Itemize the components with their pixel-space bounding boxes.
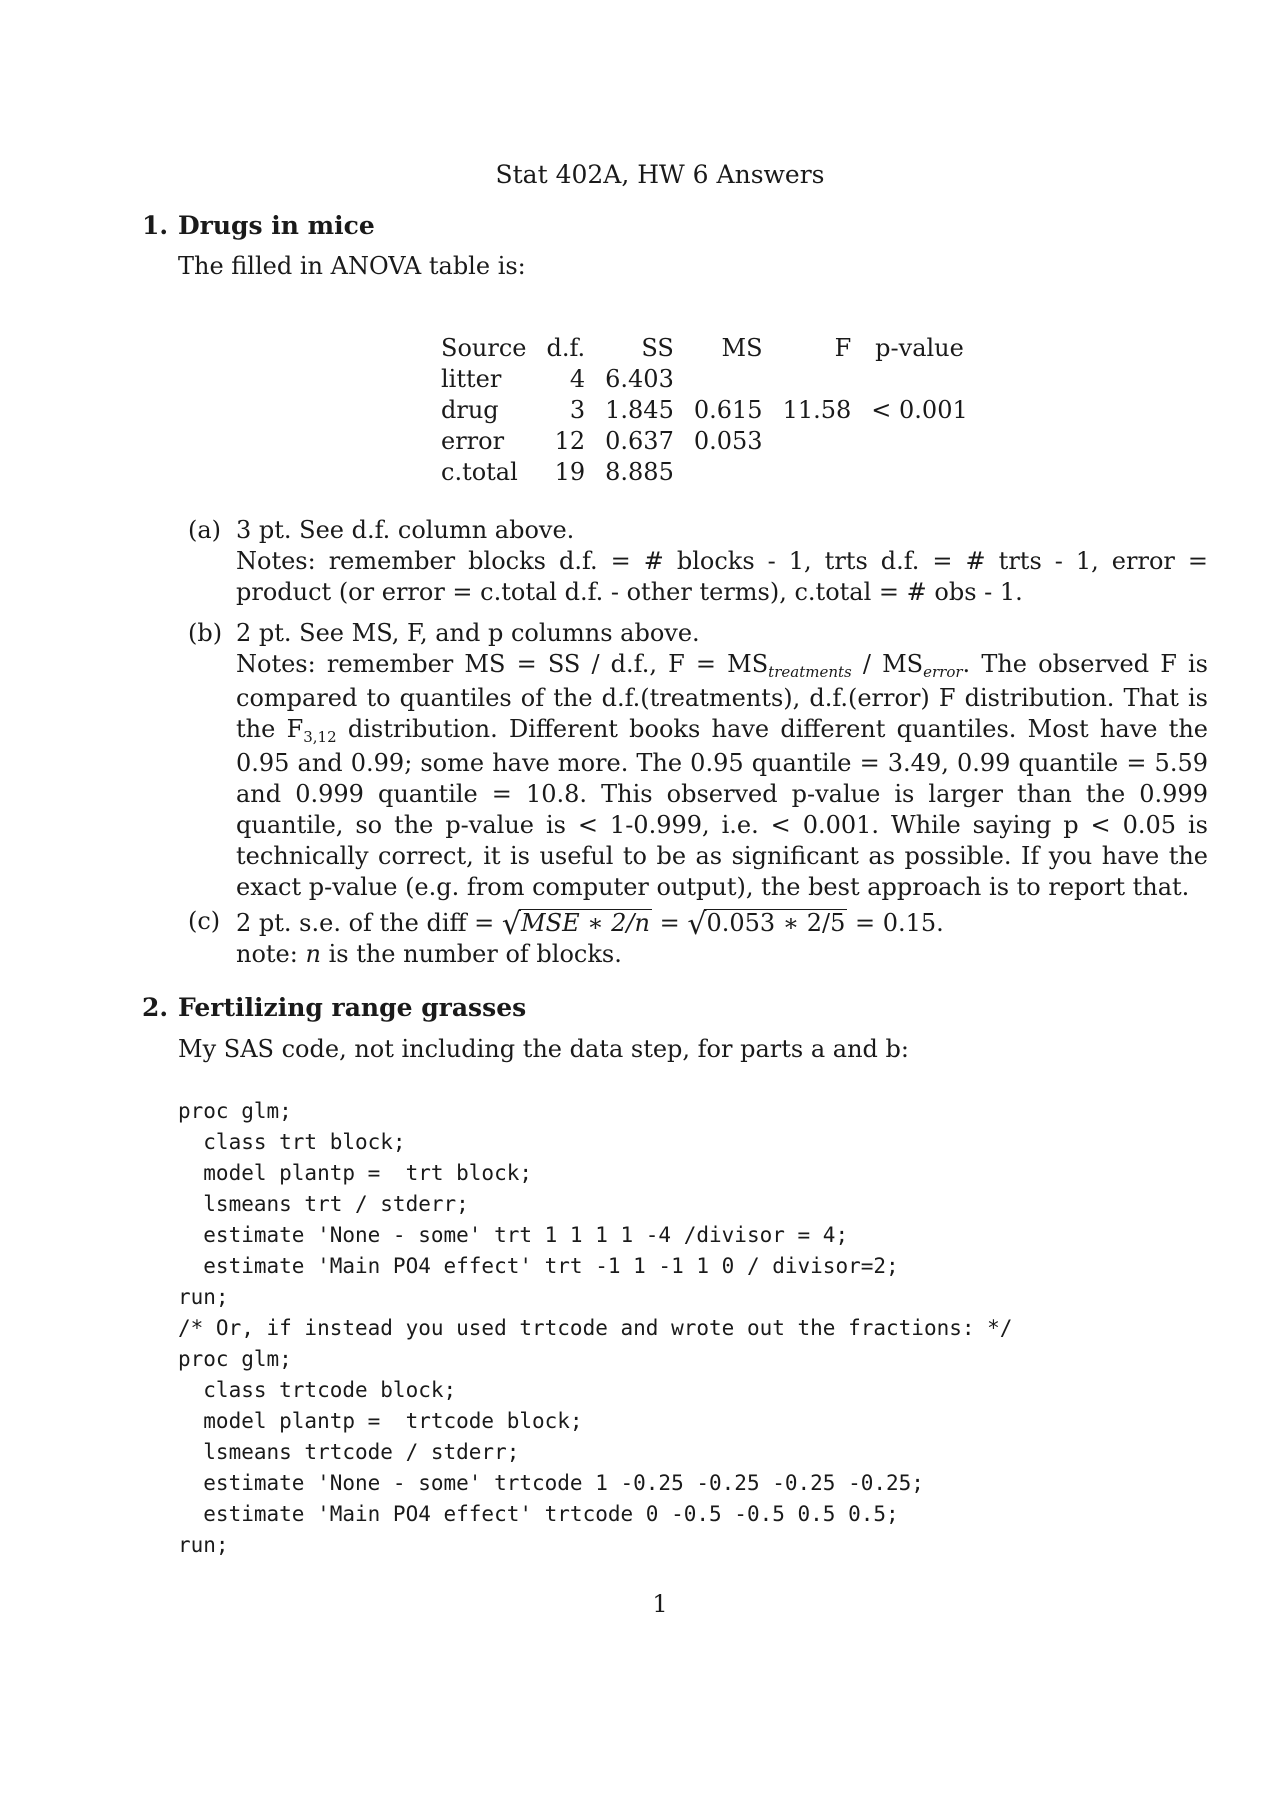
- table-row: [441, 456, 978, 487]
- table-cell: 11.58: [782, 395, 852, 424]
- part-c-formula: [236, 906, 1208, 942]
- part-c-label: (c): [188, 907, 221, 935]
- formula-text: 2 pt. s.e. of the diff =: [236, 909, 502, 937]
- subscript-error: error: [923, 663, 963, 681]
- table-cell: 12: [554, 426, 586, 455]
- table-cell: [861, 425, 977, 456]
- header-source: Source: [441, 333, 527, 362]
- part-c-note: [236, 939, 1208, 970]
- notes-text: / MS: [851, 650, 924, 678]
- note-text: note:: [236, 940, 306, 968]
- notes-text: . The observed F is compared to quantiles of the d.f.(treatments), d.f.(error) F distribution. That is the F: [236, 650, 1209, 743]
- section-2-intro: My SAS code, not including the data step, for parts a and b:: [178, 1035, 909, 1063]
- header-ss: SS: [641, 333, 674, 362]
- formula-text: = 0.15.: [847, 909, 944, 937]
- table-cell: 4: [569, 364, 586, 393]
- header-p-value: p-value: [875, 333, 964, 362]
- table-cell: [773, 425, 862, 456]
- table-cell: [684, 456, 773, 487]
- answer-part-c: [188, 906, 1208, 970]
- section-1-intro: The filled in ANOVA table is:: [178, 252, 526, 280]
- table-row: [441, 425, 978, 456]
- table-cell: 3: [569, 395, 586, 424]
- sqrt-sign-icon: √: [687, 907, 707, 942]
- formula-text: =: [651, 909, 688, 937]
- note-variable: n: [305, 940, 321, 968]
- section-2-title: Fertilizing range grasses: [178, 993, 527, 1022]
- part-a-line1: 3 pt. See d.f. column above.: [236, 516, 575, 544]
- table-cell: drug: [441, 395, 499, 424]
- part-b-notes: [236, 649, 1208, 903]
- table-row: [441, 394, 978, 425]
- sas-code-block: proc glm; class trt block; model plantp = trt block; lsmeans trt / stderr; estimate 'None - some' trt 1 1 1 1 -4 /divisor = 4; estimate 'Main PO4 effect' trt -1 1 -1 1 0 / divisor=2; run; /* Or, if instead you used trtcode and wrote out the fractions: */ proc glm; class trtcode block; model plantp = trtcode block; lsmeans trtcode / stderr; estimate 'None - some' trtcode 1 -0.25 -0.25 -0.25 -0.25; estimate 'Main PO4 effect' trtcode 0 -0.5 -0.5 0.5 0.5; run;: [178, 1099, 1013, 1557]
- table-cell: [773, 363, 862, 394]
- header-df: d.f.: [546, 333, 586, 362]
- table-cell: 8.885: [605, 457, 674, 486]
- answer-part-a: [188, 515, 1208, 608]
- notes-text: distribution. Different books have different quantiles. Most have the 0.95 and 0.99; some have more. The 0.95 quantile = 3.49, 0.99 quantile = 5.59 and 0.999 quantile = 10.8. This observed p-value is larger than the 0.999 quantile, so the p-value is < 1-0.999, i.e. < 0.001. While saying p < 0.05 is technically correct, it is useful to be as significant as possible. If you have the exact p-value (e.g. from computer output), the best approach is to report that.: [236, 715, 1208, 901]
- subscript-df: 3,12: [303, 728, 337, 746]
- table-cell: [861, 456, 977, 487]
- section-1-number: 1.: [142, 211, 169, 240]
- header-ms: MS: [721, 333, 763, 362]
- table-cell: [861, 363, 977, 394]
- section-2-number: 2.: [142, 993, 169, 1022]
- table-cell: c.total: [441, 457, 518, 486]
- note-text: is the number of blocks.: [320, 940, 622, 968]
- table-cell: [773, 456, 862, 487]
- section-2-heading: [142, 993, 526, 1022]
- table-cell: 1.845: [605, 395, 674, 424]
- section-1-title: Drugs in mice: [178, 211, 375, 240]
- radicand-2: 0.053 ∗ 2/5: [706, 909, 846, 937]
- table-cell: 0.053: [693, 426, 763, 455]
- table-cell: 19: [554, 457, 586, 486]
- anova-table: [441, 332, 978, 487]
- table-cell: error: [441, 426, 505, 455]
- part-a-notes: Notes: remember blocks d.f. = # blocks - 1, trts d.f. = # trts - 1, error = product (or error = c.total d.f. - other terms), c.total = # obs - 1.: [236, 547, 1208, 606]
- table-cell: litter: [441, 364, 502, 393]
- table-cell: 0.637: [605, 426, 674, 455]
- table-cell: < 0.001: [871, 395, 968, 424]
- notes-text: Notes: remember MS = SS / d.f., F = MS: [236, 650, 769, 678]
- table-cell: 6.403: [605, 364, 674, 393]
- part-a-label: (a): [188, 516, 222, 544]
- radicand-1: MSE ∗ 2/n: [521, 909, 650, 937]
- table-cell: 0.615: [693, 395, 763, 424]
- subscript-treatments: treatments: [768, 663, 852, 681]
- anova-header-row: [441, 332, 978, 363]
- page-number: 1: [652, 1590, 668, 1618]
- page-title: Stat 402A, HW 6 Answers: [495, 160, 825, 189]
- table-row: [441, 363, 978, 394]
- part-b-label: (b): [188, 619, 223, 647]
- sqrt-sign-icon: √: [501, 907, 522, 942]
- table-cell: [684, 363, 773, 394]
- part-b-line1: 2 pt. See MS, F, and p columns above.: [236, 619, 700, 647]
- section-1-heading: [142, 211, 375, 240]
- header-f: F: [834, 333, 852, 362]
- answer-part-b: [188, 618, 1208, 903]
